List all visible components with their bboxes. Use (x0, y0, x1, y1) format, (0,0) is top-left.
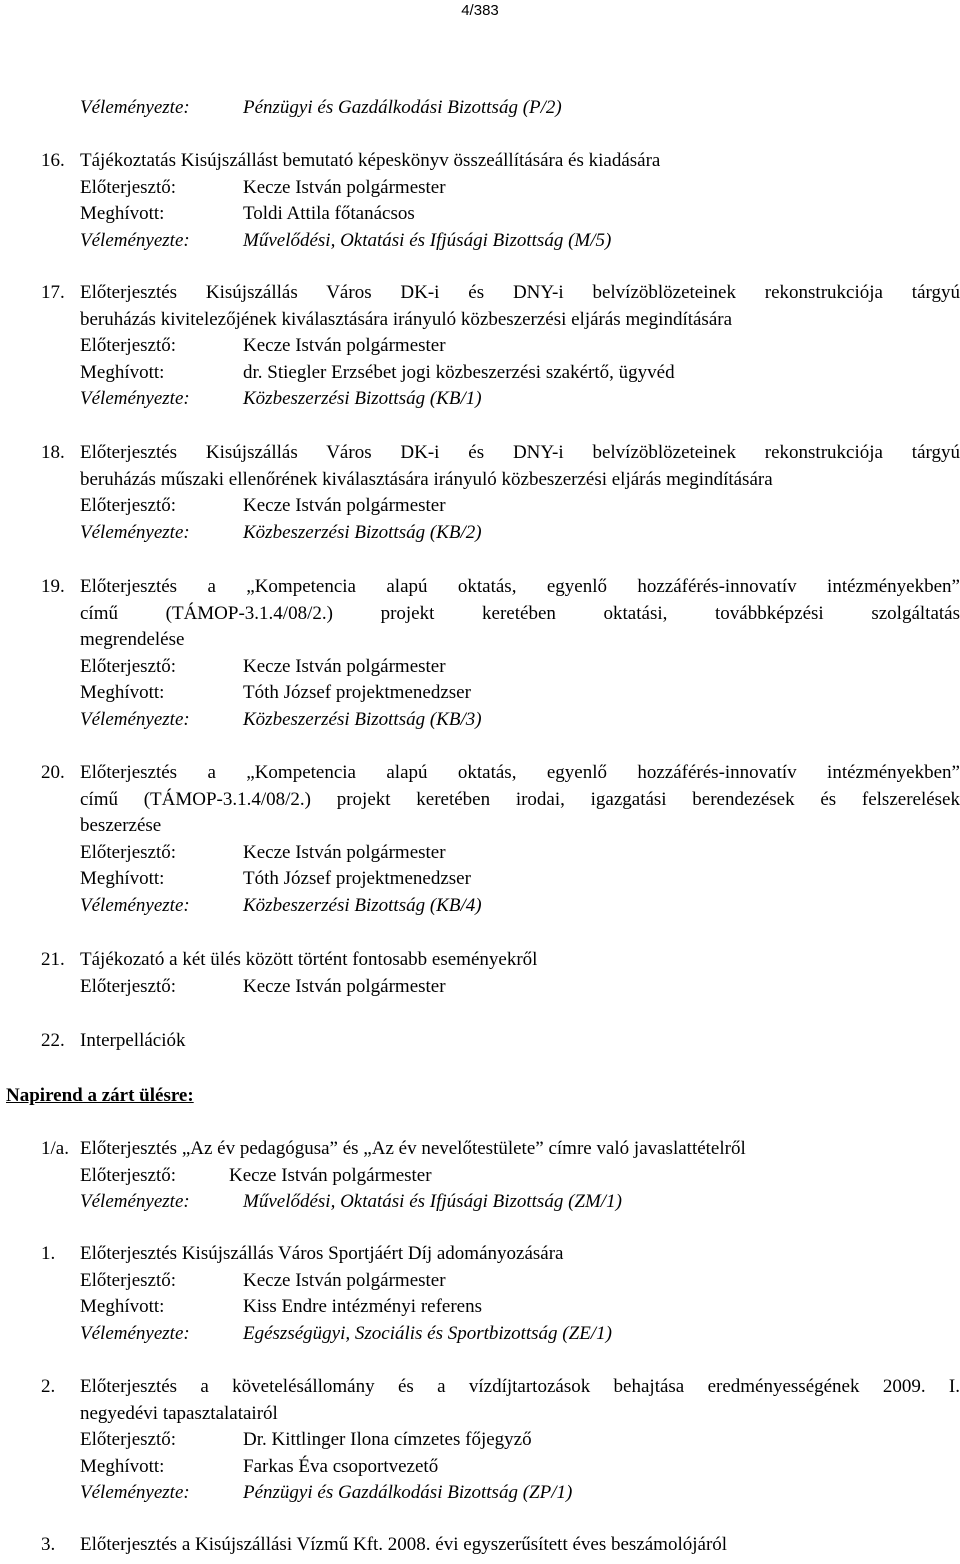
presenter-label: Előterjesztő: (80, 1269, 177, 1291)
closed-item-1 (0, 1241, 960, 1347)
item-title-line-2: beruházás kivitelezőjének kiválasztására irányuló közbeszerzési eljárás megindítására (80, 308, 733, 330)
opinion-value: Egészségügyi, Szociális és Sportbizottság (ZE/1) (243, 1322, 612, 1344)
presenter-label: Előterjesztő: (80, 841, 177, 863)
opinion-value: Pénzügyi és Gazdálkodási Bizottság (ZP/1) (243, 1482, 573, 1503)
agenda-item-20 (0, 760, 960, 919)
presenter-label: Előterjesztő: (80, 1164, 177, 1186)
item-number: 22. (41, 1030, 65, 1051)
item-number: 21. (41, 949, 65, 970)
opinion-label: Véleményezte: (80, 708, 190, 730)
presenter-value: Kecze István polgármester (243, 176, 446, 198)
item-number: 17. (41, 282, 65, 303)
opinion-value: Közbeszerzési Bizottság (KB/1) (243, 388, 482, 409)
invited-label: Meghívott: (80, 1296, 165, 1317)
item-title: Tájékozató a két ülés között történt fontosabb eseményekről (80, 949, 538, 970)
item-title: Tájékoztatás Kisújszállást bemutató képeskönyv összeállítására és kiadására (80, 150, 661, 171)
agenda-item-18 (0, 440, 960, 546)
agenda-item-22 (0, 1028, 960, 1055)
item-title-line-2: beruházás műszaki ellenőrének kiválasztására irányuló közbeszerzési eljárás megindítására (80, 468, 773, 490)
opinion-label: Véleményezte: (80, 1482, 190, 1503)
presenter-value: Dr. Kittlinger Ilona címzetes főjegyző (243, 1429, 532, 1450)
opinion-label: Véleményezte: (80, 894, 190, 916)
item-number: 16. (41, 150, 65, 171)
closed-item-1a (0, 1136, 960, 1216)
invited-label: Meghívott: (80, 868, 165, 889)
item-number: 1/a. (41, 1138, 69, 1159)
closed-item-2 (0, 1374, 960, 1507)
opinion-label: Véleményezte: (80, 521, 190, 543)
top-opinion (0, 95, 960, 122)
opinion-label: Véleményezte: (80, 229, 190, 251)
item-number: 2. (41, 1376, 56, 1397)
invited-value: Tóth József projektmenedzser (243, 682, 471, 703)
invited-value: dr. Stiegler Erzsébet jogi közbeszerzési szakértő, ügyvéd (243, 361, 675, 383)
item-title-line-1: Előterjesztés Kisújszállás Város DK-i és DNY-i belvízöblözeteinek rekonstrukciója tárgyú (80, 282, 960, 303)
opinion-value: Művelődési, Oktatási és Ifjúsági Bizottság (M/5) (243, 229, 612, 251)
item-title-line-1: Előterjesztés a „Kompetencia alapú oktatás, egyenlő hozzáférés-innovatív intézményekben” (80, 762, 960, 783)
closed-session-heading-block (0, 1083, 960, 1110)
presenter-label: Előterjesztő: (80, 495, 177, 516)
presenter-label: Előterjesztő: (80, 655, 177, 677)
item-title-line-2: negyedévi tapasztalatairól (80, 1402, 278, 1424)
invited-value: Toldi Attila főtanácsos (243, 203, 415, 224)
opinion-label: Véleményezte: (80, 1191, 190, 1212)
opinion-value: Közbeszerzési Bizottság (KB/3) (243, 708, 482, 730)
presenter-label: Előterjesztő: (80, 335, 177, 356)
opinion-value: Közbeszerzési Bizottság (KB/4) (243, 894, 482, 916)
presenter-value: Kecze István polgármester (243, 975, 446, 997)
presenter-value: Kecze István polgármester (243, 1269, 446, 1291)
item-number: 18. (41, 442, 65, 463)
opinion-value: Művelődési, Oktatási és Ifjúsági Bizottság (ZM/1) (243, 1191, 622, 1212)
presenter-value: Kecze István polgármester (243, 495, 446, 516)
item-number: 1. (41, 1243, 56, 1264)
presenter-label: Előterjesztő: (80, 1429, 177, 1450)
invited-label: Meghívott: (80, 361, 165, 383)
item-title-line-3: beszerzése (80, 815, 162, 836)
presenter-value: Kecze István polgármester (243, 655, 446, 677)
invited-label: Meghívott: (80, 1455, 165, 1477)
presenter-value: Kecze István polgármester (243, 335, 446, 356)
closed-session-heading: Napirend a zárt ülésre: (6, 1085, 194, 1106)
item-number: 3. (41, 1534, 56, 1555)
invited-value: Kiss Endre intézményi referens (243, 1296, 482, 1317)
opinion-label: Véleményezte: (80, 388, 190, 409)
item-number: 19. (41, 576, 65, 597)
invited-value: Farkas Éva csoportvezető (243, 1455, 439, 1477)
closed-item-3 (0, 1532, 960, 1559)
item-title-line-3: megrendelése (80, 629, 185, 650)
item-title-line-1: Előterjesztés a követelésállomány és a vízdíjtartozások behajtása eredményességének 2009. I. (80, 1376, 960, 1397)
invited-label: Meghívott: (80, 203, 165, 224)
item-number: 20. (41, 762, 65, 783)
item-title-line-2: című (TÁMOP-3.1.4/08/2.) projekt keretében oktatási, továbbképzési szolgáltatás (80, 602, 960, 624)
presenter-label: Előterjesztő: (80, 176, 177, 198)
presenter-value: Kecze István polgármester (229, 1164, 432, 1186)
agenda-item-16 (0, 148, 960, 254)
opinion-value: Közbeszerzési Bizottság (KB/2) (243, 521, 482, 543)
opinion-value: Pénzügyi és Gazdálkodási Bizottság (P/2) (243, 97, 562, 118)
page-number: 4/383 (461, 2, 499, 19)
presenter-value: Kecze István polgármester (243, 841, 446, 863)
agenda-item-21 (0, 947, 960, 1000)
item-title: Előterjesztés Kisújszállás Város Sportjáért Díj adományozására (80, 1243, 564, 1264)
item-title: Előterjesztés a Kisújszállási Vízmű Kft. 2008. évi egyszerűsített éves beszámolójáról (80, 1534, 728, 1555)
item-title-line-1: Előterjesztés a „Kompetencia alapú oktatás, egyenlő hozzáférés-innovatív intézményekben” (80, 576, 960, 597)
presenter-label: Előterjesztő: (80, 975, 177, 997)
item-title: Interpellációk (80, 1030, 186, 1051)
opinion-label: Véleményezte: (80, 97, 190, 118)
opinion-label: Véleményezte: (80, 1322, 190, 1344)
invited-label: Meghívott: (80, 682, 165, 703)
invited-value: Tóth József projektmenedzser (243, 868, 471, 889)
item-title-line-1: Előterjesztés Kisújszállás Város DK-i és DNY-i belvízöblözeteinek rekonstrukciója tárgyú (80, 442, 960, 463)
item-title-line-2: című (TÁMOP-3.1.4/08/2.) projekt keretében irodai, igazgatási berendezések és felszerelések (80, 788, 960, 810)
agenda-item-19 (0, 574, 960, 733)
agenda-item-17 (0, 280, 960, 413)
item-title: Előterjesztés „Az év pedagógusa” és „Az év nevelőtestülete” címre való javaslattételről (80, 1138, 746, 1159)
